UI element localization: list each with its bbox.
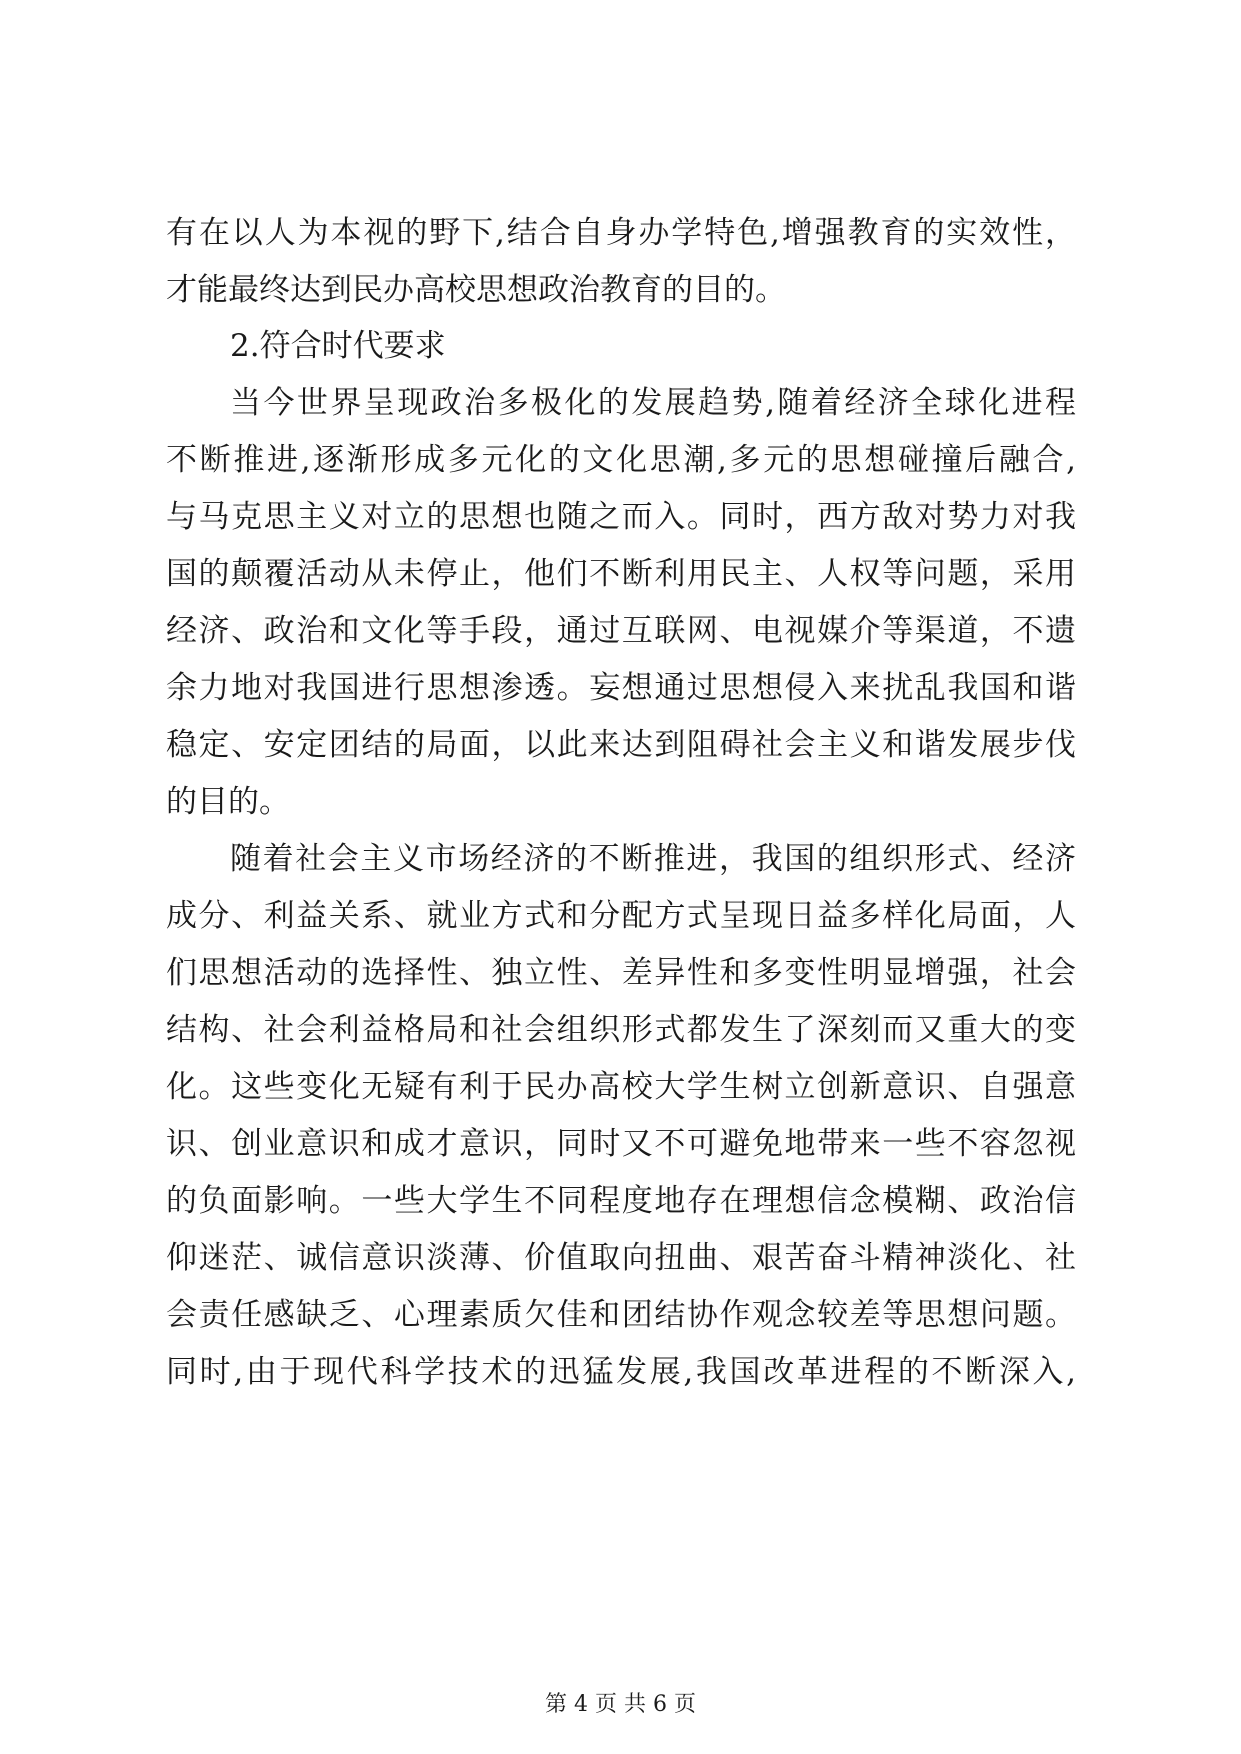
section-heading: 2.符合时代要求 <box>230 328 446 364</box>
text-line: 成分、利益关系、就业方式和分配方式呈现日益多样化局面，人 <box>166 898 1076 934</box>
text-line: 的负面影响。一些大学生不同程度地存在理想信念模糊、政治信 <box>166 1183 1076 1219</box>
text-line: 国的颠覆活动从未停止，他们不断利用民主、人权等问题，采用 <box>166 556 1076 592</box>
text-line: 才能最终达到民办高校思想政治教育的目的。 <box>166 272 786 308</box>
text-line: 们思想活动的选择性、独立性、差异性和多变性明显增强，社会 <box>166 955 1076 991</box>
text-line: 稳定、安定团结的局面，以此来达到阻碍社会主义和谐发展步伐 <box>166 727 1076 763</box>
text-line: 仰迷茫、诚信意识淡薄、价值取向扭曲、艰苦奋斗精神淡化、社 <box>166 1240 1076 1276</box>
text-line: 结构、社会利益格局和社会组织形式都发生了深刻而又重大的变 <box>166 1012 1076 1048</box>
text-line: 化。这些变化无疑有利于民办高校大学生树立创新意识、自强意 <box>166 1069 1076 1105</box>
text-line: 与马克思主义对立的思想也随之而入。同时，西方敌对势力对我 <box>166 499 1076 535</box>
text-line: 有在以人为本视的野下,结合自身办学特色,增强教育的实效性， <box>166 215 1076 251</box>
text-line: 余力地对我国进行思想渗透。妄想通过思想侵入来扰乱我国和谐 <box>166 670 1076 706</box>
text-line: 当今世界呈现政治多极化的发展趋势,随着经济全球化进程 <box>230 385 1076 421</box>
text-line: 识、创业意识和成才意识，同时又不可避免地带来一些不容忽视 <box>166 1126 1076 1162</box>
page-number-footer: 第 4 页 共 6 页 <box>545 1692 696 1717</box>
text-line: 不断推进,逐渐形成多元化的文化思潮,多元的思想碰撞后融合, <box>166 442 1076 478</box>
text-line: 会责任感缺乏、心理素质欠佳和团结协作观念较差等思想问题。 <box>166 1297 1076 1333</box>
text-line: 随着社会主义市场经济的不断推进，我国的组织形式、经济 <box>230 841 1076 877</box>
text-line: 经济、政治和文化等手段，通过互联网、电视媒介等渠道，不遗 <box>166 613 1076 649</box>
text-line: 的目的。 <box>166 784 290 820</box>
text-line: 同时,由于现代科学技术的迅猛发展,我国改革进程的不断深入, <box>166 1354 1076 1390</box>
